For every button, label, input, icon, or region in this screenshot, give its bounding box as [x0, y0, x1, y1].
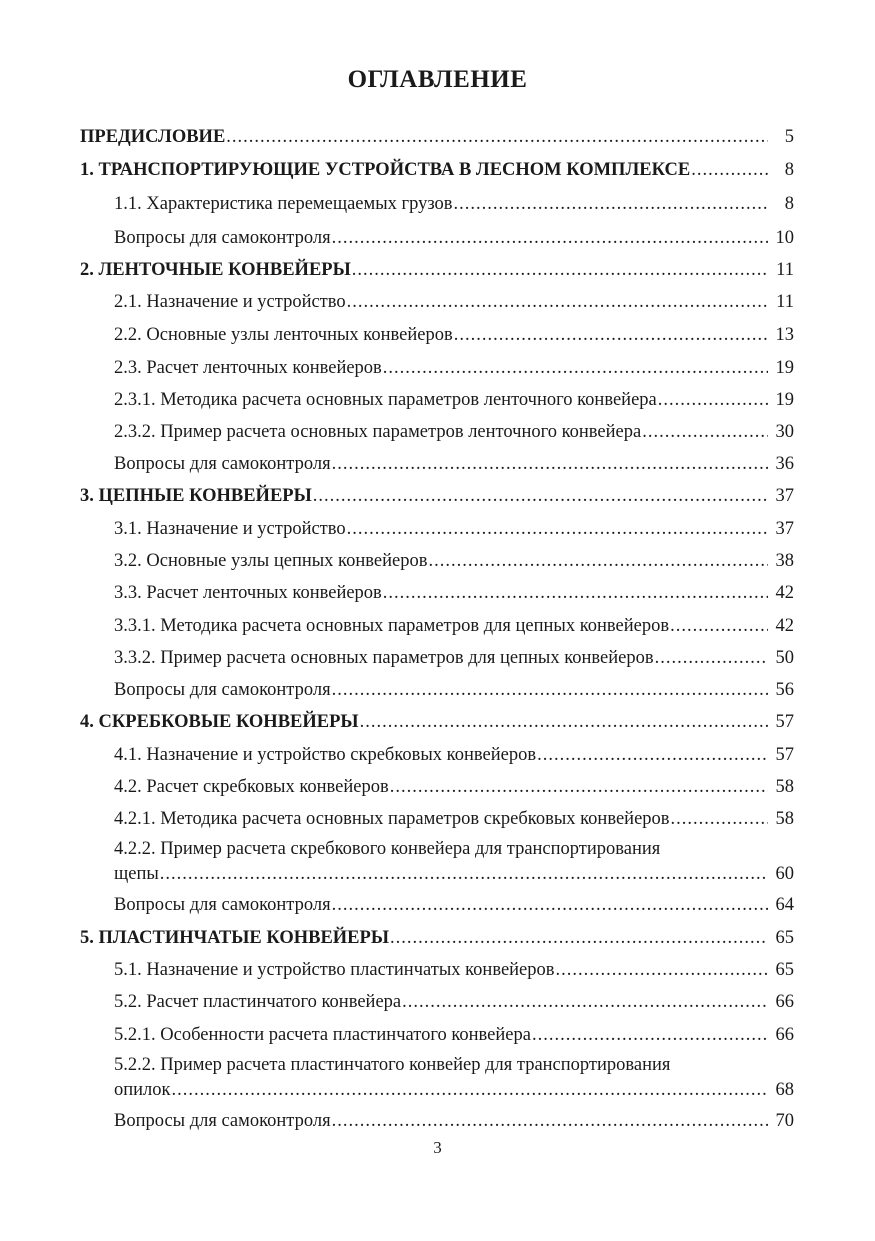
dot-leader: [390, 776, 768, 798]
toc-entry-label: 5.2. Расчет пластинчатого конвейера: [114, 992, 402, 1012]
dot-leader: [454, 324, 768, 346]
toc-entry-label: Вопросы для самоконтроля: [114, 895, 331, 915]
dot-leader: [352, 259, 768, 281]
dot-leader: [347, 518, 768, 540]
dot-leader: [658, 389, 768, 411]
toc-entry-label: 4. СКРЕБКОВЫЕ КОНВЕЙЕРЫ: [80, 712, 359, 732]
toc-entry-page: 68: [775, 1080, 794, 1100]
toc-entry-label: 3.3.2. Пример расчета основных параметров для цепных конвейеров: [114, 648, 654, 668]
dot-leader: [360, 711, 768, 733]
toc-entry-page: 13: [775, 325, 794, 345]
toc-entry-page: 42: [775, 583, 794, 603]
toc-entry-chapter-1[interactable]: [80, 159, 794, 181]
toc-entry-chapter-5[interactable]: [80, 927, 794, 949]
toc-entry-5-2[interactable]: [114, 991, 794, 1013]
toc-entry-label: 4.2.1. Методика расчета основных параметров скребковых конвейеров: [114, 809, 670, 829]
dot-leader: [383, 357, 768, 379]
toc-entry-label: 4.1. Назначение и устройство скребковых конвейеров: [114, 745, 537, 765]
toc-entry-page: 57: [775, 745, 794, 765]
toc-entry-page: 64: [775, 895, 794, 915]
dot-leader: [160, 863, 768, 885]
toc-entry-preface[interactable]: [80, 126, 794, 148]
dot-leader: [655, 647, 768, 669]
toc-entry-2-2[interactable]: [114, 324, 794, 346]
toc-entry-label: 2.3.2. Пример расчета основных параметров ленточного конвейера: [114, 422, 642, 442]
toc-entry-page: 58: [775, 777, 794, 797]
toc-entry-label: 3. ЦЕПНЫЕ КОНВЕЙЕРЫ: [80, 486, 312, 506]
page-title: ОГЛАВЛЕНИЕ: [347, 66, 528, 93]
toc-entry-page: 37: [775, 519, 794, 539]
dot-leader: [313, 485, 768, 507]
toc-entry-label: 5. ПЛАСТИНЧАТЫЕ КОНВЕЙЕРЫ: [80, 928, 389, 948]
toc-entry-label: 3.2. Основные узлы цепных конвейеров: [114, 551, 428, 571]
toc-entry-5-2-1[interactable]: [114, 1024, 794, 1046]
toc-entry-4-2-1[interactable]: [114, 808, 794, 830]
dot-leader: [226, 126, 768, 148]
dot-leader: [332, 453, 768, 475]
toc-entry-page: 65: [775, 928, 794, 948]
toc-entry-page: 60: [775, 864, 794, 884]
toc-entry-page: 19: [775, 390, 794, 410]
toc-entry-2-3[interactable]: [114, 357, 794, 379]
toc-entry-page: 19: [775, 358, 794, 378]
toc-entry-label: 3.3. Расчет ленточных конвейеров: [114, 583, 382, 603]
toc-entry-label: Вопросы для самоконтроля: [114, 680, 331, 700]
toc-entry-page: 56: [775, 680, 794, 700]
toc-entry-page: 70: [775, 1111, 794, 1131]
toc-entry-label: 2.1. Назначение и устройство: [114, 292, 346, 312]
dot-leader: [332, 894, 768, 916]
toc-entry-label: 2.2. Основные узлы ленточных конвейеров: [114, 325, 453, 345]
toc-entry-page: 57: [775, 712, 794, 732]
toc-entry-label: опилок: [114, 1080, 171, 1100]
toc-entry-label: Вопросы для самоконтроля: [114, 228, 331, 248]
toc-entry-3-3-2[interactable]: [114, 647, 794, 669]
toc-entry-3-3[interactable]: [114, 582, 794, 604]
toc-entry-label: 5.1. Назначение и устройство пластинчатых конвейеров: [114, 960, 555, 980]
toc-entry-chapter-3[interactable]: [80, 485, 794, 507]
toc-entry-questions-3[interactable]: [114, 679, 794, 701]
toc-entry-chapter-2[interactable]: [80, 259, 794, 281]
toc-entry-page: 37: [775, 486, 794, 506]
toc-entry-label: 3.1. Назначение и устройство: [114, 519, 346, 539]
toc-entry-label: Вопросы для самоконтроля: [114, 454, 331, 474]
toc-entry-label-line1: 4.2.2. Пример расчета скребкового конвейера для транспортирования: [114, 839, 661, 859]
toc-entry-page: 50: [775, 648, 794, 668]
toc-entry-page: 8: [784, 160, 794, 180]
toc-entry-chapter-4[interactable]: [80, 711, 794, 733]
dot-leader: [556, 959, 768, 981]
toc-entry-page: 38: [775, 551, 794, 571]
dot-leader: [428, 550, 768, 572]
toc-entry-page: 5: [784, 127, 794, 147]
dot-leader: [532, 1024, 768, 1046]
dot-leader: [332, 1110, 768, 1132]
dot-leader: [332, 679, 768, 701]
toc-entry-5-1[interactable]: [114, 959, 794, 981]
toc-entry-page: 58: [775, 809, 794, 829]
toc-entry-label: ПРЕДИСЛОВИЕ: [80, 127, 226, 147]
toc-entry-label: 2. ЛЕНТОЧНЫЕ КОНВЕЙЕРЫ: [80, 260, 351, 280]
toc-entry-page: 42: [775, 616, 794, 636]
toc-entry-label: 1.1. Характеристика перемещаемых грузов: [114, 194, 453, 214]
toc-entry-page: 66: [775, 1025, 794, 1045]
dot-leader: [172, 1079, 768, 1101]
dot-leader: [402, 991, 768, 1013]
toc-entry-1-1[interactable]: [114, 193, 794, 215]
toc-entry-questions-2[interactable]: [114, 453, 794, 475]
dot-leader: [670, 615, 768, 637]
page-number: 3: [433, 1138, 442, 1157]
toc-entry-label: 2.3. Расчет ленточных конвейеров: [114, 358, 382, 378]
toc-entry-page: 36: [775, 454, 794, 474]
dot-leader: [454, 193, 768, 215]
toc-entry-3-3-1[interactable]: [114, 615, 794, 637]
dot-leader: [390, 927, 768, 949]
toc-entry-page: 66: [775, 992, 794, 1012]
toc-entry-label: 4.2. Расчет скребковых конвейеров: [114, 777, 389, 797]
toc-entry-label: Вопросы для самоконтроля: [114, 1111, 331, 1131]
toc-entry-questions-1[interactable]: [114, 227, 794, 249]
toc-entry-3-1[interactable]: [114, 518, 794, 540]
dot-leader: [537, 744, 768, 766]
toc-entry-page: 8: [784, 194, 794, 214]
toc-entry-questions-5[interactable]: [114, 1110, 794, 1132]
dot-leader: [642, 421, 768, 443]
toc-entry-2-1[interactable]: [114, 291, 794, 313]
dot-leader: [671, 808, 768, 830]
toc-entry-page: 30: [775, 422, 794, 442]
toc-entry-label: 2.3.1. Методика расчета основных параметров ленточного конвейера: [114, 390, 657, 410]
toc-entry-label: 1. ТРАНСПОРТИРУЮЩИЕ УСТРОЙСТВА В ЛЕСНОМ КОМПЛЕКСЕ: [80, 160, 691, 180]
toc-entry-page: 10: [775, 228, 794, 248]
toc-entry-page: 11: [776, 260, 794, 280]
toc-entry-5-2-2[interactable]: [114, 1054, 794, 1101]
toc-entry-label: щепы: [114, 864, 159, 884]
dot-leader: [347, 291, 768, 313]
toc-entry-label-line1: 5.2.2. Пример расчета пластинчатого конвейер для транспортирования: [114, 1055, 671, 1075]
toc-entry-label: 3.3.1. Методика расчета основных параметров для цепных конвейеров: [114, 616, 670, 636]
dot-leader: [383, 582, 768, 604]
dot-leader: [332, 227, 768, 249]
toc-entry-page: 11: [776, 292, 794, 312]
toc-entry-3-2[interactable]: [114, 550, 794, 572]
toc-entry-4-2[interactable]: [114, 776, 794, 798]
toc-entry-4-1[interactable]: [114, 744, 794, 766]
toc-entry-label: 5.2.1. Особенности расчета пластинчатого конвейера: [114, 1025, 531, 1045]
toc-entry-4-2-2[interactable]: [114, 838, 794, 885]
toc-entry-page: 65: [775, 960, 794, 980]
toc-entry-questions-4[interactable]: [114, 894, 794, 916]
toc-entry-2-3-2[interactable]: [114, 421, 794, 443]
toc-entry-2-3-1[interactable]: [114, 389, 794, 411]
dot-leader: [691, 159, 768, 181]
